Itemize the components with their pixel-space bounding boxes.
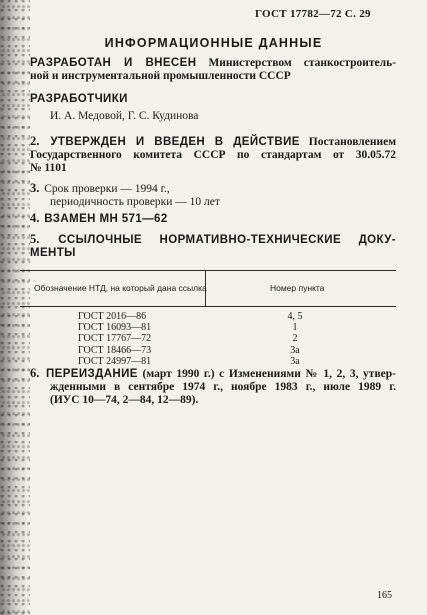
section-developed (30, 57, 396, 83)
table-row: ГОСТ 24997—81 (78, 355, 152, 367)
approved-date: 30.05.72 (355, 149, 397, 161)
approved-lead: УТВЕРЖДЕН И ВВЕДЕН В ДЕЙСТВИЕ (50, 136, 300, 148)
approved-text-1: Постановлением (308, 136, 397, 148)
table-row: ГОСТ 2016—86 (78, 311, 147, 322)
references-title-2: МЕНТЫ (30, 247, 76, 259)
review-period: Срок проверки — 1994 г., (44, 183, 170, 195)
developers-lead: РАЗРАБОТЧИКИ (30, 93, 128, 105)
section-approved (30, 135, 396, 175)
review-number: 3. (30, 181, 40, 195)
standard-header: ГОСТ 17782—72 С. 29 (255, 8, 371, 20)
reissue-text-1: (март 1990 г.) с Изменениями № 1, 2, 3, утвер- (142, 368, 396, 380)
section-review (30, 182, 396, 209)
table-cell-item: 3а (290, 355, 300, 367)
replaces-text: ВЗАМЕН МН 571—62 (44, 213, 168, 225)
section-developers (30, 93, 396, 106)
table-item-column (270, 311, 320, 367)
page-title: ИНФОРМАЦИОННЫЕ ДАННЫЕ (104, 36, 323, 50)
approved-text-2: Государственного комитета СССР по стандартам от (30, 149, 345, 161)
table-row: ГОСТ 17767—72 (78, 333, 152, 345)
table-row: ГОСТ 18466—73 (78, 344, 152, 356)
table-row: ГОСТ 16093—81 (78, 322, 152, 334)
replaces-number: 4. (30, 211, 40, 225)
reissue-text-2: жденными в сентябре 1974 г., ноябре 1983 г., июле 1989 г. (50, 381, 396, 393)
references-number: 5. (30, 232, 40, 246)
reissue-lead: ПЕРЕИЗДАНИЕ (45, 368, 138, 380)
reissue-number: 6. (30, 366, 40, 380)
approved-number: 2. (30, 134, 40, 148)
table-document-column (78, 311, 151, 367)
developed-text-2: ной и инструментальной промышленности СССР (30, 70, 291, 82)
references-title-1: ССЫЛОЧНЫЕ НОРМАТИВНО-ТЕХНИЧЕСКИЕ ДОКУ- (58, 234, 397, 246)
section-replaces (30, 212, 396, 226)
reissue-text-3: (ИУС 10—74, 2—84, 12—89). (50, 394, 199, 406)
table-cell-item: 4, 5 (287, 311, 303, 322)
developed-lead: РАЗРАБОТАН И ВНЕСЕН (30, 57, 197, 69)
developed-text-1: Министерством станкостроитель- (208, 57, 397, 69)
section-references (30, 233, 396, 260)
table-header-document: Обозначение НТД, на который дана ссылка (34, 283, 207, 293)
table-header-item: Номер пункта (270, 283, 325, 293)
table-cell-item: 1 (292, 322, 298, 334)
section-reissue (30, 367, 396, 407)
table-cell-item: 2 (292, 333, 298, 345)
approved-decree-number: № 1101 (30, 162, 67, 174)
table-cell-item: 3а (290, 344, 300, 356)
scan-shadow-edge (0, 0, 30, 615)
table-header-rule (20, 306, 396, 307)
page-number: 165 (377, 590, 392, 601)
review-frequency: периодичность проверки — 10 лет (50, 196, 220, 208)
developers-names: И. А. Медовой, Г. С. Кудинова (50, 110, 199, 122)
table-top-rule (20, 270, 396, 271)
